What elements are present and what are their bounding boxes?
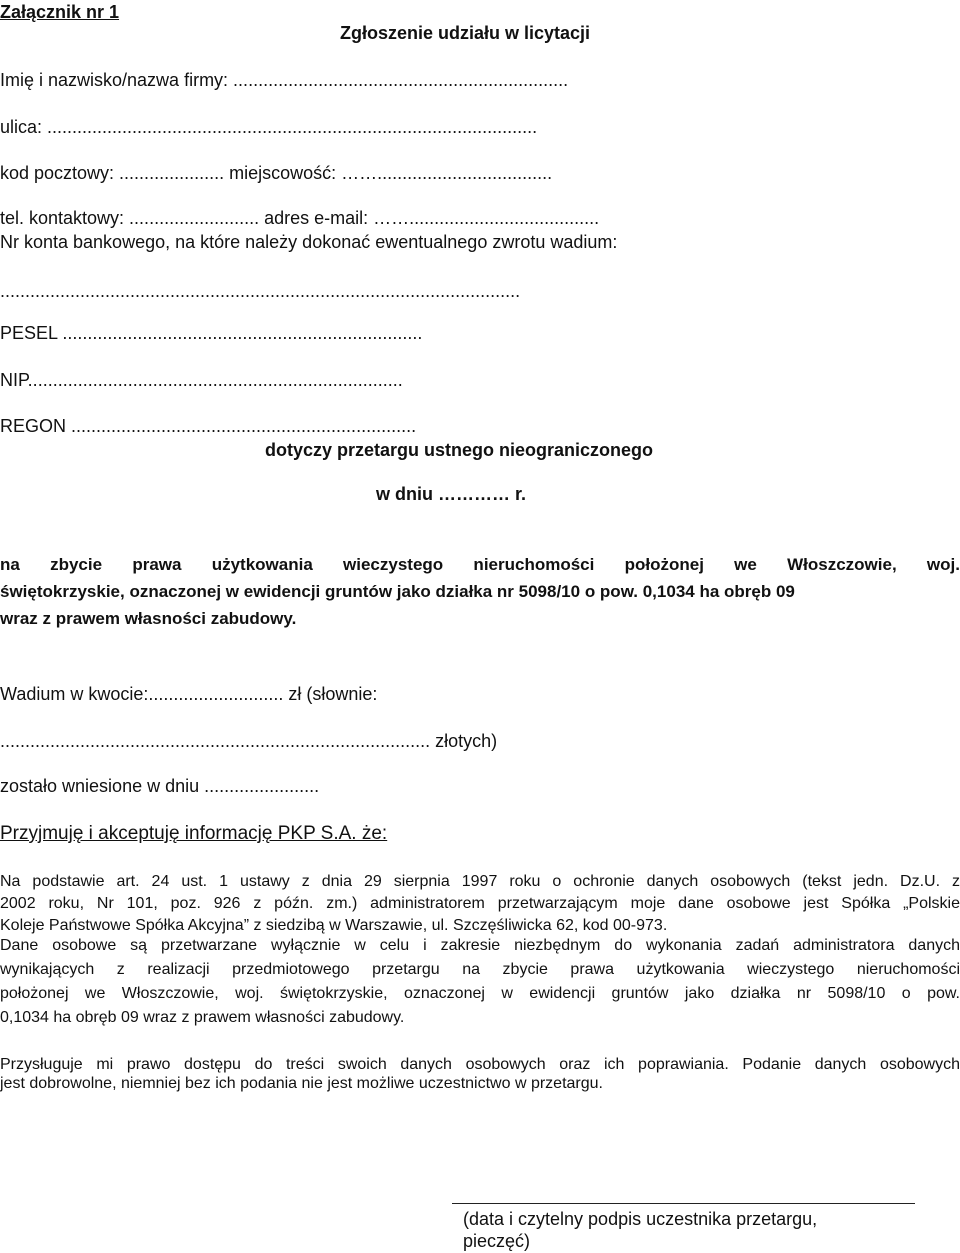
tender-date[interactable]: w dniu ………… r. xyxy=(376,484,527,504)
tender-type: dotyczy przetargu ustnego nieograniczonego xyxy=(265,440,654,460)
annex-label: Załącznik nr 1 xyxy=(0,2,120,22)
privacy-text-line: 2002 roku, Nr 101, poz. 926 z późn. zm.) administratorem przetwarzającym moje dane osobowe jest Spółka „Polskie xyxy=(0,895,960,912)
phone-email-field[interactable]: tel. kontaktowy: .......................... adres e-mail: ……...................................... xyxy=(0,208,600,228)
regon-field[interactable]: REGON ..................................................................... xyxy=(0,416,417,436)
nip-field[interactable]: NIP........................................................................... xyxy=(0,370,403,390)
deposit-paid-date-field[interactable]: zostało wniesione w dniu ....................... xyxy=(0,776,320,796)
street-field[interactable]: ulica: .................................................................................................. xyxy=(0,117,538,137)
postal-city-field[interactable]: kod pocztowy: ..................... miejscowość: ……................................... xyxy=(0,163,553,183)
consent-heading: Przyjmuję i akceptuję informację PKP S.A. że: xyxy=(0,823,388,844)
tender-subject-line: na zbycie prawa użytkowania wieczystego nieruchomości położonej we Włoszczowie, woj. xyxy=(0,555,960,574)
privacy-text-line: Na podstawie art. 24 ust. 1 ustawy z dnia 29 sierpnia 1997 roku o ochronie danych osobowych (tekst jedn. Dz.U. z xyxy=(0,873,960,890)
privacy-text-line: położonej we Włoszczowie, woj. świętokrzyskie, oznaczonej w ewidencji gruntów jako działka nr 5098/10 o pow. xyxy=(0,985,960,1002)
form-title: Zgłoszenie udziału w licytacji xyxy=(340,23,591,43)
privacy-text-line: Przysługuje mi prawo dostępu do treści swoich danych osobowych oraz ich poprawiania. Podanie danych osobowych xyxy=(0,1056,960,1073)
privacy-text-line: wynikających z realizacji przedmiotowego przetargu na zbycie prawa użytkowania wieczystego nieruchomości xyxy=(0,961,960,978)
pesel-field[interactable]: PESEL ........................................................................ xyxy=(0,323,423,343)
name-field[interactable]: Imię i nazwisko/nazwa firmy: ................................................................... xyxy=(0,70,569,90)
privacy-text-line: Koleje Państwowe Spółka Akcyjna” z siedzibą w Warszawie, ul. Szczęśliwicka 62, kod 00-973. xyxy=(0,917,668,934)
tender-subject-line: świętokrzyskie, oznaczonej w ewidencji gruntów jako działka nr 5098/10 o pow. 0,1034 ha obręb 09 xyxy=(0,582,795,601)
privacy-text-line: Dane osobowe są przetwarzane wyłącznie w celu i zakresie niezbędnym do wykonania zadań administratora danych xyxy=(0,937,960,954)
privacy-text-line: 0,1034 ha obręb 09 wraz z prawem własności zabudowy. xyxy=(0,1009,405,1026)
signature-caption: (data i czytelny podpis uczestnika przetargu, xyxy=(463,1209,818,1229)
tender-subject-line: wraz z prawem własności zabudowy. xyxy=(0,609,297,628)
bank-account-field[interactable]: ........................................................................................................ xyxy=(0,281,521,301)
deposit-words-field[interactable]: ...................................................................................... złotych) xyxy=(0,731,498,751)
signature-line[interactable] xyxy=(452,1203,915,1204)
privacy-text-line: jest dobrowolne, niemniej bez ich podania nie jest możliwe uczestnictwo w przetargu. xyxy=(0,1075,603,1092)
signature-caption: pieczęć) xyxy=(463,1231,531,1251)
bank-account-label: Nr konta bankowego, na które należy dokonać ewentualnego zwrotu wadium: xyxy=(0,232,618,252)
deposit-amount-field[interactable]: Wadium w kwocie:........................... zł (słownie: xyxy=(0,684,378,704)
